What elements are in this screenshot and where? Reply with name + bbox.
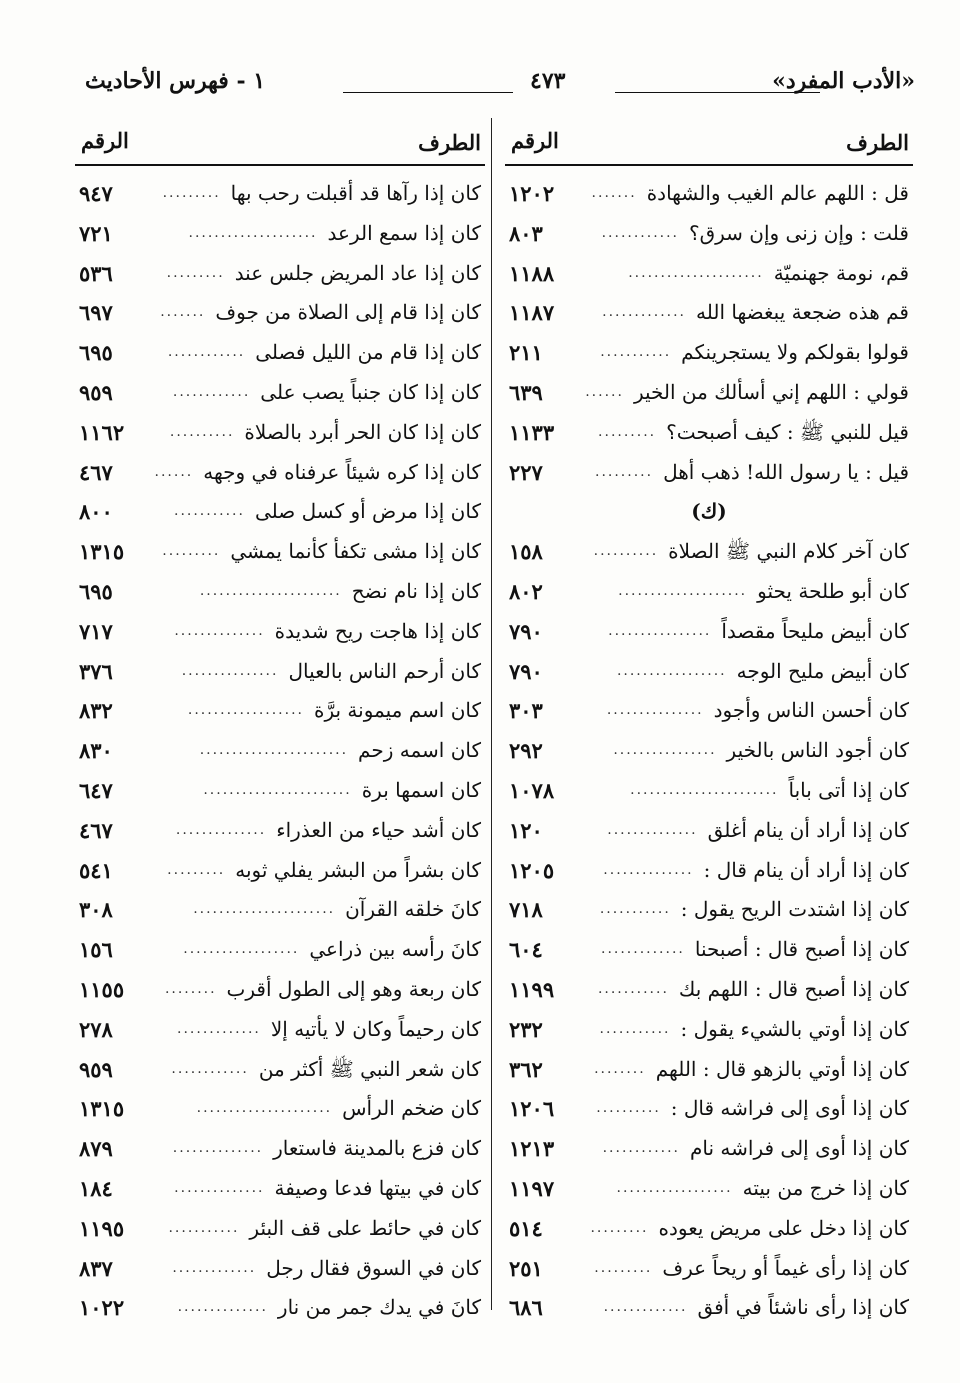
dot-leader: ....................... — [199, 742, 349, 759]
index-entry — [505, 1050, 913, 1090]
entry-term: كان أحسن الناس وأجود — [713, 698, 909, 723]
entry-number: ٩٥٩ — [79, 1056, 113, 1082]
entry-term: كان إذا قام إلى الصلاة من جوف — [215, 300, 481, 325]
entry-term: قم هذه ضجعة يبغضها الله — [696, 300, 909, 325]
entry-term: كان إذا مشى تكفأ كأنما يمشي — [230, 539, 481, 564]
dot-leader: .......... — [593, 543, 659, 560]
dot-leader: ............ — [171, 1060, 249, 1077]
dot-leader: .................. — [183, 941, 300, 958]
header-rule — [615, 92, 820, 93]
header-rule — [343, 92, 513, 93]
page-header — [75, 68, 915, 104]
entry-term: قم، نومة جهنميّة — [773, 260, 909, 285]
entry-term: كان إذا رأى غيماً أو ريحاً عرف — [662, 1255, 909, 1280]
entry-term: كان اسمه زحم — [358, 738, 481, 763]
index-entry — [505, 930, 913, 970]
dot-leader: ...... — [154, 463, 194, 480]
dot-leader: ............ — [167, 344, 246, 361]
index-entry — [75, 492, 485, 532]
entry-term: كان إذا قام من الليل فصلى — [255, 340, 481, 365]
index-entry — [505, 1209, 913, 1249]
dot-leader: ...................... — [199, 582, 342, 599]
entry-number: ٦٩٥ — [79, 578, 113, 604]
index-entry — [75, 1050, 485, 1090]
index-entry — [75, 890, 485, 930]
index-entry — [75, 1169, 485, 1209]
index-entry — [505, 811, 913, 851]
dot-leader: ...................... — [193, 901, 336, 918]
index-entry — [75, 214, 485, 254]
index-entry — [505, 293, 913, 333]
entry-term: كان آخر كلام النبي ﷺ الصلاة — [668, 539, 909, 564]
entry-number: ٦٠٤ — [509, 937, 543, 963]
entry-term: كان إذا هاجت ريح شديدة — [274, 618, 481, 643]
entry-term: كان فزع بالمدينة فاستعار — [273, 1136, 481, 1161]
dot-leader: ............. — [602, 304, 686, 321]
left-column — [75, 118, 485, 1328]
index-entry — [505, 453, 913, 493]
entry-term: كانَ خلقه القرآن — [345, 897, 481, 922]
term-header: الطرف — [846, 130, 909, 155]
entry-term: كانَ رأسه بين ذراعي — [309, 937, 481, 962]
dot-leader: .............. — [174, 1179, 265, 1196]
entry-term: كان اسمها برة — [361, 777, 481, 802]
entry-number: ١٣١٥ — [79, 539, 125, 565]
entry-number: ٤٦٧ — [79, 817, 113, 843]
entry-term: كانَ في يدك جمر من نار — [277, 1295, 481, 1320]
entry-term: قيل للنبي ﷺ : كيف أصبحت؟ — [666, 419, 909, 444]
entry-term: كان إذا أوتي بالزهو قال : اللهم — [655, 1056, 909, 1081]
dot-leader: ............. — [603, 1299, 688, 1316]
dot-leader: .............. — [607, 821, 698, 838]
entry-number: ٢٣٢ — [509, 1016, 543, 1042]
index-entry — [75, 691, 485, 731]
entry-term: قل : اللهم عالم الغيب والشهادة — [646, 181, 909, 205]
entry-term: كان أشد حياء من العذراء — [276, 817, 481, 842]
dot-leader: .............. — [603, 861, 694, 878]
dot-leader: .......... — [596, 1100, 661, 1117]
index-entry — [75, 970, 485, 1010]
right-column — [505, 118, 913, 1328]
entry-number: ١٥٦ — [79, 937, 113, 963]
index-entry — [505, 333, 913, 373]
column-header — [75, 118, 485, 166]
dot-leader: .................. — [187, 702, 304, 719]
entry-number: ١١٩٩ — [509, 976, 555, 1002]
entry-term: كان إذا أوتي بالشيء يقول : — [680, 1016, 909, 1041]
index-entry — [75, 1288, 485, 1328]
dot-leader: ..................... — [196, 1100, 333, 1117]
column-divider — [491, 118, 492, 1310]
entry-number: ١١٨٨ — [509, 260, 555, 286]
entry-number: ٨٣٠ — [79, 738, 113, 764]
entry-term: كان رحيماً وكان لا يأتيه إلا — [270, 1016, 481, 1041]
entry-term: كان ربعة وهو إلى الطول أقرب — [226, 976, 481, 1001]
dot-leader: ........... — [597, 980, 669, 997]
entry-number: ٧١٧ — [79, 618, 113, 644]
dot-leader: ......... — [590, 1219, 649, 1236]
index-entry — [505, 851, 913, 891]
entry-number: ١٥٨ — [509, 539, 543, 565]
entry-term: كان إذا خرج من بيته — [742, 1175, 909, 1200]
dot-leader: ........... — [599, 1020, 671, 1037]
entry-number: ٨٧٩ — [79, 1136, 113, 1162]
index-entry — [505, 1010, 913, 1050]
entry-number: ١١٨٧ — [509, 300, 555, 326]
index-entry — [75, 771, 485, 811]
entry-number: ٨٣٢ — [79, 698, 113, 724]
dot-leader: ....................... — [203, 781, 352, 798]
dot-leader: ........... — [600, 344, 672, 361]
dot-leader: ......... — [162, 185, 221, 201]
entry-number: ٣٠٣ — [509, 698, 543, 724]
index-entry — [505, 1129, 913, 1169]
index-entry — [505, 1089, 913, 1129]
entry-term: كان إذا نام نضح — [351, 578, 481, 603]
entry-term: كان إذا أراد أن ينام قال : — [703, 857, 909, 882]
entry-number: ٥٤١ — [79, 857, 113, 883]
entry-term: كان إذا رأى ناشئاً في أفق — [697, 1295, 909, 1320]
index-entry — [505, 373, 913, 413]
entry-term: كان أبيض مليحاً مقصداً — [721, 618, 909, 643]
dot-leader: ....... — [160, 304, 206, 321]
entry-term: قلت : وإن زنى وإن سرق؟ — [689, 220, 909, 245]
entry-number: ١١٩٥ — [79, 1215, 125, 1241]
entry-term: كان أبيض مليح الوجه — [736, 658, 909, 683]
dot-leader: ......... — [594, 1259, 653, 1276]
entry-number: ٨٠٢ — [509, 578, 543, 604]
entry-number: ٥٣٦ — [79, 260, 113, 286]
dot-leader: ..................... — [628, 264, 764, 281]
dot-leader: ........ — [594, 1060, 646, 1077]
index-entry — [505, 652, 913, 692]
dot-leader: ................ — [608, 622, 712, 639]
index-entry — [75, 731, 485, 771]
entry-term: قولي : اللهم إني أسألك من الخير — [633, 379, 909, 404]
section-title: ١ - فهرس الأحاديث — [85, 68, 266, 94]
entry-number: ٧٩٠ — [509, 658, 543, 684]
entry-term: كان إذا أوى إلى فراشه نام — [690, 1136, 909, 1161]
dot-leader: .............. — [172, 1140, 264, 1157]
entry-number: ١٠٧٨ — [509, 777, 555, 803]
index-entry — [75, 572, 485, 612]
index-entry — [75, 333, 485, 373]
entry-number: ١٠٢٢ — [79, 1295, 125, 1321]
index-entry — [75, 930, 485, 970]
entry-term: كان إذا اشتدت الريح يقول : — [680, 897, 909, 922]
entry-number: ١٣١٥ — [79, 1096, 125, 1122]
dot-leader: ......... — [598, 423, 657, 440]
dot-leader: .............. — [175, 821, 267, 838]
dot-leader: .................. — [616, 1179, 733, 1196]
dot-leader: .............. — [174, 622, 265, 639]
index-entry — [75, 612, 485, 652]
entry-number: ١١٦٢ — [79, 419, 125, 445]
index-entry — [75, 453, 485, 493]
index-entry — [505, 532, 913, 572]
index-entry — [75, 1209, 485, 1249]
index-entry — [75, 532, 485, 572]
dot-leader: ........... — [599, 901, 671, 918]
index-entry — [505, 1169, 913, 1209]
dot-leader: ............ — [602, 1140, 681, 1157]
dot-leader: .................... — [618, 582, 748, 599]
entry-term: كان إذا كان الحر أبرد بالصلاة — [244, 419, 481, 444]
dot-leader: ......... — [167, 861, 226, 878]
entry-term: كان إذا أوى إلى فراشه قال : — [670, 1096, 909, 1121]
entry-number: ٦٩٥ — [79, 340, 113, 366]
entry-number: ١١٥٥ — [79, 976, 125, 1002]
index-entry — [75, 811, 485, 851]
dot-leader: ............... — [606, 702, 704, 719]
dot-leader: ....................... — [630, 781, 779, 798]
dot-leader: ............. — [177, 1020, 261, 1037]
entry-number: ١٢٠٦ — [509, 1096, 555, 1122]
index-entry — [75, 652, 485, 692]
entry-term: كان إذا أتى باباً — [788, 777, 909, 802]
entry-number: ٧٩٠ — [509, 618, 543, 644]
entry-term: كان ضخم الرأس — [342, 1096, 481, 1121]
entry-term: كان إذا أصبح قال : أصبحنا — [694, 937, 909, 962]
index-entry — [505, 413, 913, 453]
dot-leader: ............ — [172, 383, 251, 400]
entry-number: ٢١١ — [509, 340, 543, 366]
dot-leader: ......... — [166, 264, 225, 281]
dot-leader: ........... — [168, 1219, 240, 1236]
letter-section-heading: (ك) — [691, 499, 727, 524]
index-entry — [505, 731, 913, 771]
index-entries — [505, 174, 913, 1328]
dot-leader: ................. — [616, 662, 727, 679]
dot-leader: ............... — [181, 662, 279, 679]
dot-leader: .................... — [188, 224, 318, 241]
index-entry — [75, 1089, 485, 1129]
index-entry — [505, 1288, 913, 1328]
entry-term: كان إذا سمع الرعد — [327, 220, 481, 245]
index-entry — [75, 1249, 485, 1289]
entry-term: كان إذا عاد المريض جلس عند — [234, 260, 481, 285]
entry-term: كان أرحم الناس بالعيال — [288, 658, 481, 683]
entry-number: ٦٨٦ — [509, 1295, 543, 1321]
entry-number: ١١٣٣ — [509, 419, 555, 445]
number-header: الرقم — [81, 128, 129, 153]
entry-term: كان بشراً من البشر يفلي ثوبه — [235, 857, 481, 882]
dot-leader: ........... — [174, 503, 245, 520]
index-entry — [505, 174, 913, 214]
entry-term: كان إذا أصبح قال : اللهم بك — [678, 976, 909, 1001]
entry-number: ١٢٠٢ — [509, 181, 555, 206]
dot-leader: .......... — [169, 423, 235, 440]
dot-leader: ...... — [585, 383, 624, 400]
dot-leader: ............ — [601, 224, 680, 241]
entry-number: ٣٦٢ — [509, 1056, 543, 1082]
index-entry — [505, 254, 913, 294]
entry-term: كان في حائط على قف البئر — [249, 1215, 481, 1240]
entry-term: كان إذا دخل على مريض يعوده — [658, 1215, 909, 1240]
index-entry — [75, 413, 485, 453]
entry-number: ٥١٤ — [509, 1215, 543, 1241]
dot-leader: .............. — [177, 1299, 268, 1316]
entry-term: كان إذا مرض أو كسل صلى — [254, 499, 481, 524]
entry-term: كان أجود الناس بالخير — [726, 738, 909, 763]
entry-number: ٩٥٩ — [79, 379, 113, 405]
index-entry — [505, 214, 913, 254]
index-entry — [505, 890, 913, 930]
dot-leader: ....... — [591, 185, 637, 201]
dot-leader: ......... — [595, 463, 654, 480]
dot-leader: ........ — [164, 980, 217, 997]
entry-number: ١٢١٣ — [509, 1136, 555, 1162]
entry-number: ١١٩٧ — [509, 1175, 555, 1201]
entry-number: ٢٩٢ — [509, 738, 543, 764]
dot-leader: ......... — [162, 543, 221, 560]
index-entry — [505, 572, 913, 612]
index-entry — [505, 691, 913, 731]
entry-term: كان شعر النبي ﷺ أكثر من — [258, 1056, 481, 1081]
entry-number: ١٢٠٥ — [509, 857, 555, 883]
entry-number: ٢٢٧ — [509, 459, 543, 485]
entry-number: ٨٠٠ — [79, 499, 113, 525]
entry-number: ٦٩٧ — [79, 300, 113, 326]
entry-number: ٢٧٨ — [79, 1016, 113, 1042]
entry-number: ١٨٤ — [79, 1175, 113, 1201]
entry-term: كان إذا كره شيئاً عرفناه في وجهه — [203, 459, 481, 484]
entry-term: كان اسم ميمونة برَّة — [313, 698, 481, 723]
dot-leader: ............. — [172, 1259, 257, 1276]
index-entry — [505, 612, 913, 652]
entry-number: ٨٠٣ — [509, 220, 543, 246]
entry-term: كان إذا رآها قد أقبلت رحب بها — [230, 181, 481, 205]
dot-leader: ................ — [613, 742, 717, 759]
index-entry — [75, 373, 485, 413]
entry-term: كان إذا أراد أن ينام أغلق — [707, 817, 909, 842]
entry-number: ٦٣٩ — [509, 379, 543, 405]
index-entry — [505, 1249, 913, 1289]
entry-number: ٨٣٧ — [79, 1255, 113, 1281]
index-entry — [75, 174, 485, 214]
number-header: الرقم — [511, 128, 559, 153]
index-entry — [75, 1129, 485, 1169]
dot-leader: ............. — [601, 941, 685, 958]
entry-term: قيل : يا رسول الله! ذهب أهل — [663, 459, 909, 484]
entry-number: ٣٧٦ — [79, 658, 113, 684]
term-header: الطرف — [418, 130, 481, 155]
index-entry — [75, 851, 485, 891]
page-number: ٤٧٣ — [530, 68, 566, 94]
entry-term: كان في بيتها فدعا وصيفة — [274, 1175, 481, 1200]
entry-number: ٣٠٨ — [79, 897, 113, 923]
entry-number: ٧٢١ — [79, 220, 113, 246]
index-entry — [75, 293, 485, 333]
index-entries — [75, 174, 485, 1328]
entry-number: ٤٦٧ — [79, 459, 113, 485]
entry-term: كان إذا كان جنباً يصب على — [260, 379, 481, 404]
entry-term: قولوا بقولكم ولا يستجرينكم — [681, 340, 909, 365]
index-entry — [75, 1010, 485, 1050]
index-entry — [505, 970, 913, 1010]
entry-term: كان في السوق فقال رجل — [266, 1255, 481, 1280]
column-header — [505, 118, 913, 166]
index-entry — [75, 254, 485, 294]
book-title: «الأدب المفرد» — [772, 68, 915, 94]
entry-number: ٢٥١ — [509, 1255, 543, 1281]
entry-number: ٩٤٧ — [79, 181, 113, 206]
entry-number: ٦٤٧ — [79, 777, 113, 803]
entry-number: ٧١٨ — [509, 897, 543, 923]
entry-number: ١٢٠ — [509, 817, 543, 843]
entry-term: كان أبو طلحة يحثو — [757, 578, 909, 603]
index-entry — [505, 771, 913, 811]
